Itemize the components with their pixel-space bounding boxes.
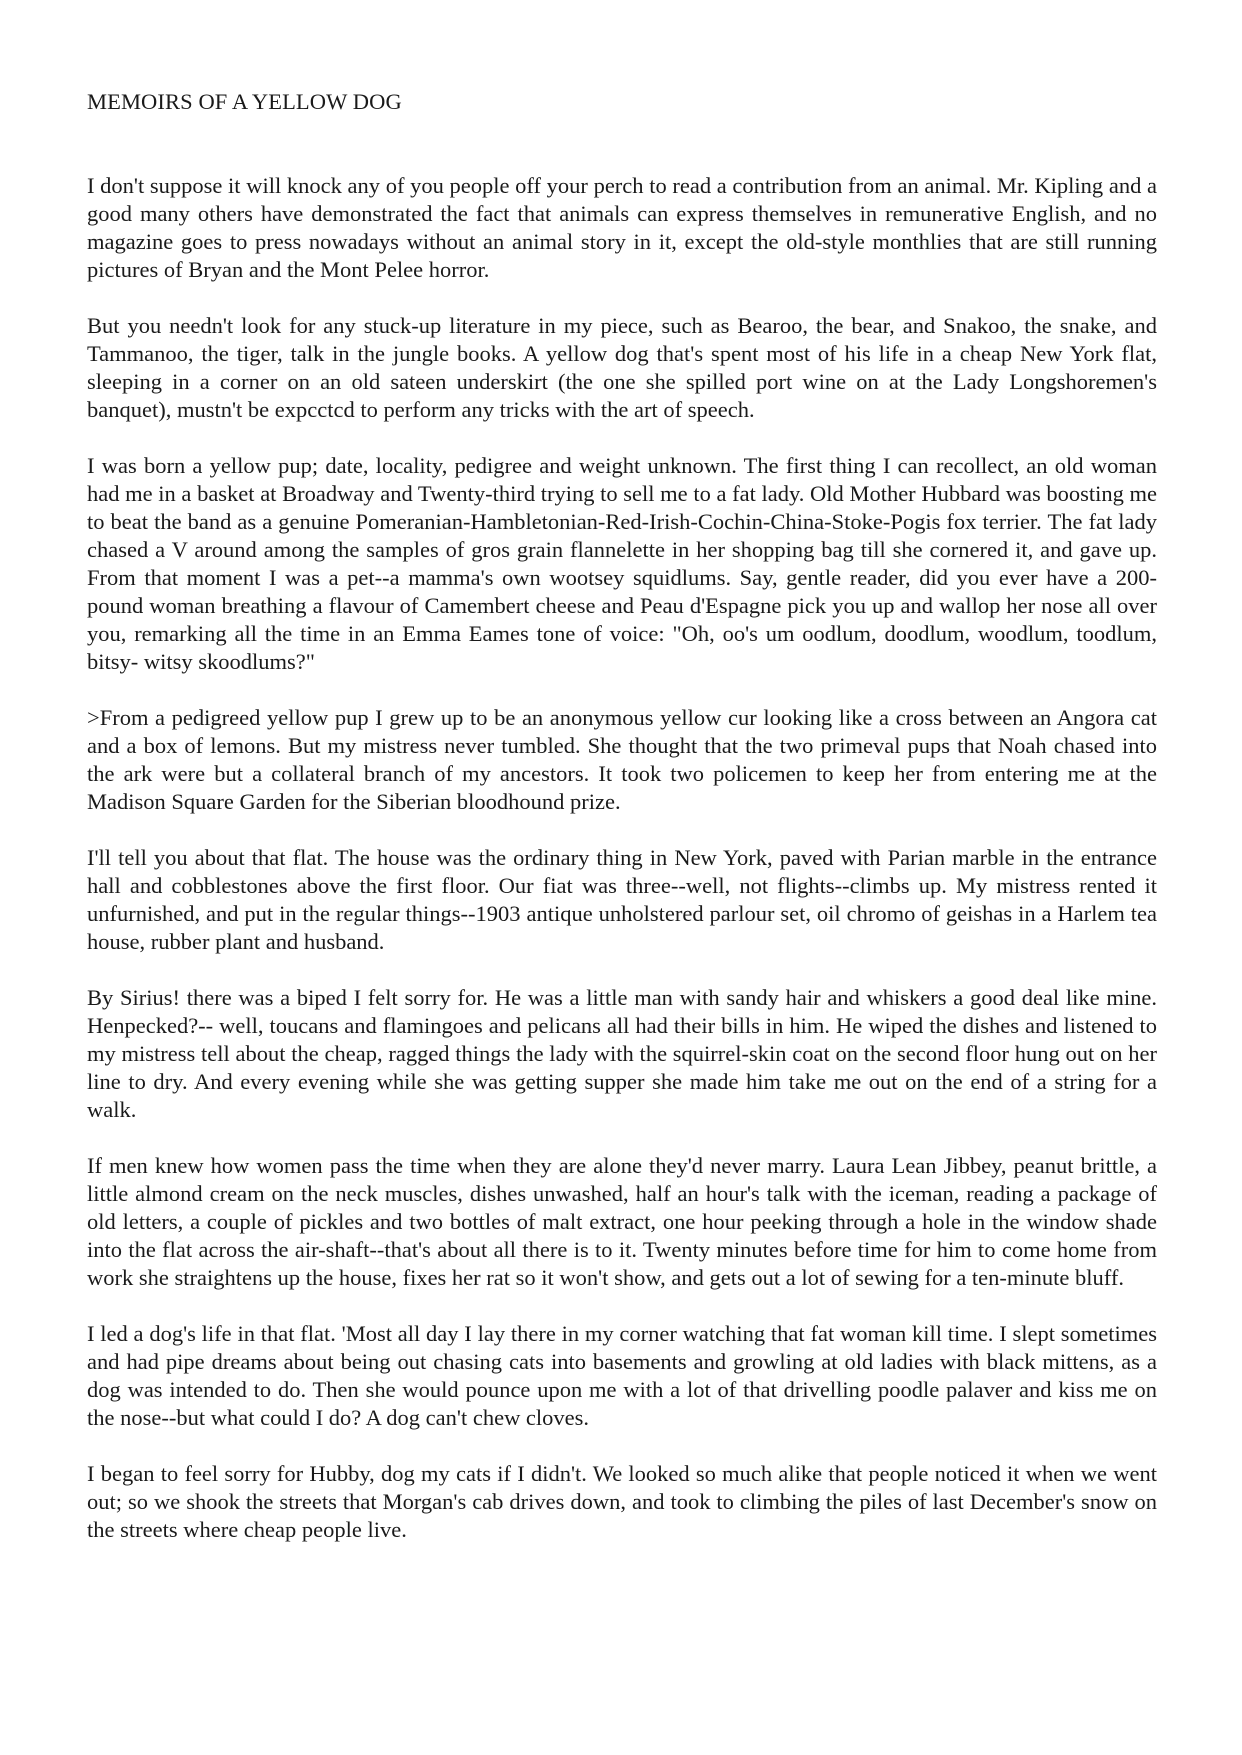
document-page [87, 88, 1157, 1572]
paragraph-8: I led a dog's life in that flat. 'Most all day I lay there in my corner watching that fat woman kill time. I slept sometimes and had pipe dreams about being out chasing cats into basements and growling at old ladies with black mittens, as a dog was intended to do. Then she would pounce upon me with a lot of that drivelling poodle palaver and kiss me on the nose--but what could I do? A dog can't chew cloves. [87, 1321, 1157, 1430]
paragraph-7: If men knew how women pass the time when they are alone they'd never marry. Laura Lean Jibbey, peanut brittle, a little almond cream on the neck muscles, dishes unwashed, half an hour's talk with the iceman, reading a package of old letters, a couple of pickles and two bottles of malt extract, one hour peeking through a hole in the window shade into the flat across the air-shaft--that's about all there is to it. Twenty minutes before time for him to come home from work she straightens up the house, fixes her rat so it won't show, and gets out a lot of sewing for a ten-minute bluff. [87, 1153, 1157, 1290]
paragraph-3: I was born a yellow pup; date, locality, pedigree and weight unknown. The first thing I can recollect, an old woman had me in a basket at Broadway and Twenty-third trying to sell me to a fat lady. Old Mother Hubbard was boosting me to beat the band as a genuine Pomeranian-Hambletonian-Red-Irish-Cochin-China-Stoke-Pogis fox terrier. The fat lady chased a V around among the samples of gros grain flannelette in her shopping bag till she cornered it, and gave up. From that moment I was a pet--a mamma's own wootsey squidlums. Say, gentle reader, did you ever have a 200-pound woman breathing a flavour of Camembert cheese and Peau d'Espagne pick you up and wallop her nose all over you, remarking all the time in an Emma Eames tone of voice: "Oh, oo's um oodlum, doodlum, woodlum, toodlum, bitsy- witsy skoodlums?" [87, 453, 1157, 674]
paragraph-2: But you needn't look for any stuck-up literature in my piece, such as Bearoo, the bear, and Snakoo, the snake, and Tammanoo, the tiger, talk in the jungle books. A yellow dog that's spent most of his life in a cheap New York flat, sleeping in a corner on an old sateen underskirt (the one she spilled port wine on at the Lady Longshoremen's banquet), mustn't be expcctcd to perform any tricks with the art of speech. [87, 313, 1157, 422]
paragraph-4: >From a pedigreed yellow pup I grew up to be an anonymous yellow cur looking like a cross between an Angora cat and a box of lemons. But my mistress never tumbled. She thought that the two primeval pups that Noah chased into the ark were but a collateral branch of my ancestors. It took two policemen to keep her from entering me at the Madison Square Garden for the Siberian bloodhound prize. [87, 705, 1157, 814]
paragraph-1: I don't suppose it will knock any of you people off your perch to read a contribution from an animal. Mr. Kipling and a good many others have demonstrated the fact that animals can express themselves in remunerative English, and no magazine goes to press nowadays without an animal story in it, except the old-style monthlies that are still running pictures of Bryan and the Mont Pelee horror. [87, 173, 1157, 282]
paragraph-9: I began to feel sorry for Hubby, dog my cats if I didn't. We looked so much alike that people noticed it when we went out; so we shook the streets that Morgan's cab drives down, and took to climbing the piles of last December's snow on the streets where cheap people live. [87, 1461, 1157, 1542]
paragraph-6: By Sirius! there was a biped I felt sorry for. He was a little man with sandy hair and whiskers a good deal like mine. Henpecked?-- well, toucans and flamingoes and pelicans all had their bills in him. He wiped the dishes and listened to my mistress tell about the cheap, ragged things the lady with the squirrel-skin coat on the second floor hung out on her line to dry. And every evening while she was getting supper she made him take me out on the end of a string for a walk. [87, 985, 1157, 1122]
paragraph-5: I'll tell you about that flat. The house was the ordinary thing in New York, paved with Parian marble in the entrance hall and cobblestones above the first floor. Our fiat was three--well, not flights--climbs up. My mistress rented it unfurnished, and put in the regular things--1903 antique unholstered parlour set, oil chromo of geishas in a Harlem tea house, rubber plant and husband. [87, 845, 1157, 954]
document-title: MEMOIRS OF A YELLOW DOG [87, 89, 402, 114]
